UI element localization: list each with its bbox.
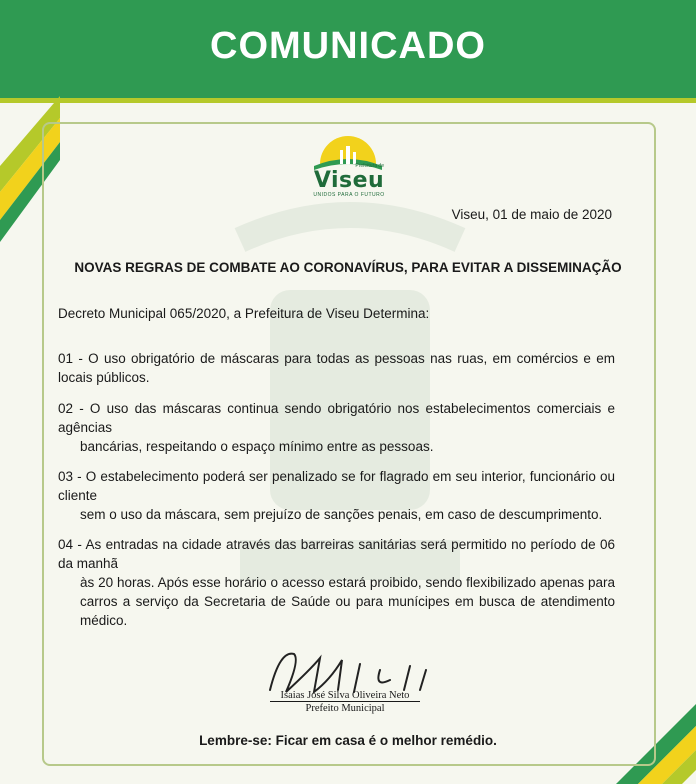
footer-reminder: Lembre-se: Ficar em casa é o melhor remédio.: [199, 733, 497, 748]
logo-name: Viseu: [313, 168, 385, 193]
rule-item-02: [58, 399, 615, 456]
header-divider: [0, 98, 696, 103]
logo-prefix: Prefeitura de: [355, 163, 384, 169]
rule-item-continuation: bancárias, respeitando o espaço mínimo entre as pessoas.: [80, 439, 434, 454]
document-date: Viseu, 01 de maio de 2020: [451, 207, 612, 222]
signatory-name: Isaias José Silva Oliveira Neto: [280, 690, 410, 701]
document-intro: Decreto Municipal 065/2020, a Prefeitura de Viseu Determina:: [58, 306, 430, 321]
rule-item-line: 04 - As entradas na cidade através das barreiras sanitárias será permitido no período de 06 da manhã: [58, 537, 615, 571]
page-title: COMUNICADO: [210, 24, 486, 67]
signatory-role: Prefeito Municipal: [305, 703, 385, 714]
rule-item-01: [58, 349, 615, 387]
rule-item-line: 01 - O uso obrigatório de máscaras para todas as pessoas nas ruas, em comércios e em locais públicos.: [58, 351, 615, 385]
rule-item-line: 02 - O uso das máscaras continua sendo obrigatório nos estabelecimentos comerciais e agências: [58, 401, 615, 435]
rule-item-line: 03 - O estabelecimento poderá ser penalizado se for flagrado em seu interior, funcionário ou cliente: [58, 469, 615, 503]
header-banner: [0, 0, 696, 98]
rule-item-continuation: às 20 horas. Após esse horário o acesso estará proibido, sendo flexibilizado apenas para carros a serviço da Secretaria de Saúde ou para munícipes em busca de atendimento médico.: [80, 575, 615, 628]
rule-item-04: [58, 535, 615, 630]
rule-item-03: [58, 467, 615, 524]
rule-item-continuation: sem o uso da máscara, sem prejuízo de sanções penais, em caso de descumprimento.: [80, 507, 603, 522]
document-title: NOVAS REGRAS DE COMBATE AO CORONAVÍRUS, PARA EVITAR A DISSEMINAÇÃO: [74, 260, 622, 275]
logo-tagline: UNIDOS PARA O FUTURO: [313, 192, 385, 198]
signature-line: [270, 701, 420, 702]
